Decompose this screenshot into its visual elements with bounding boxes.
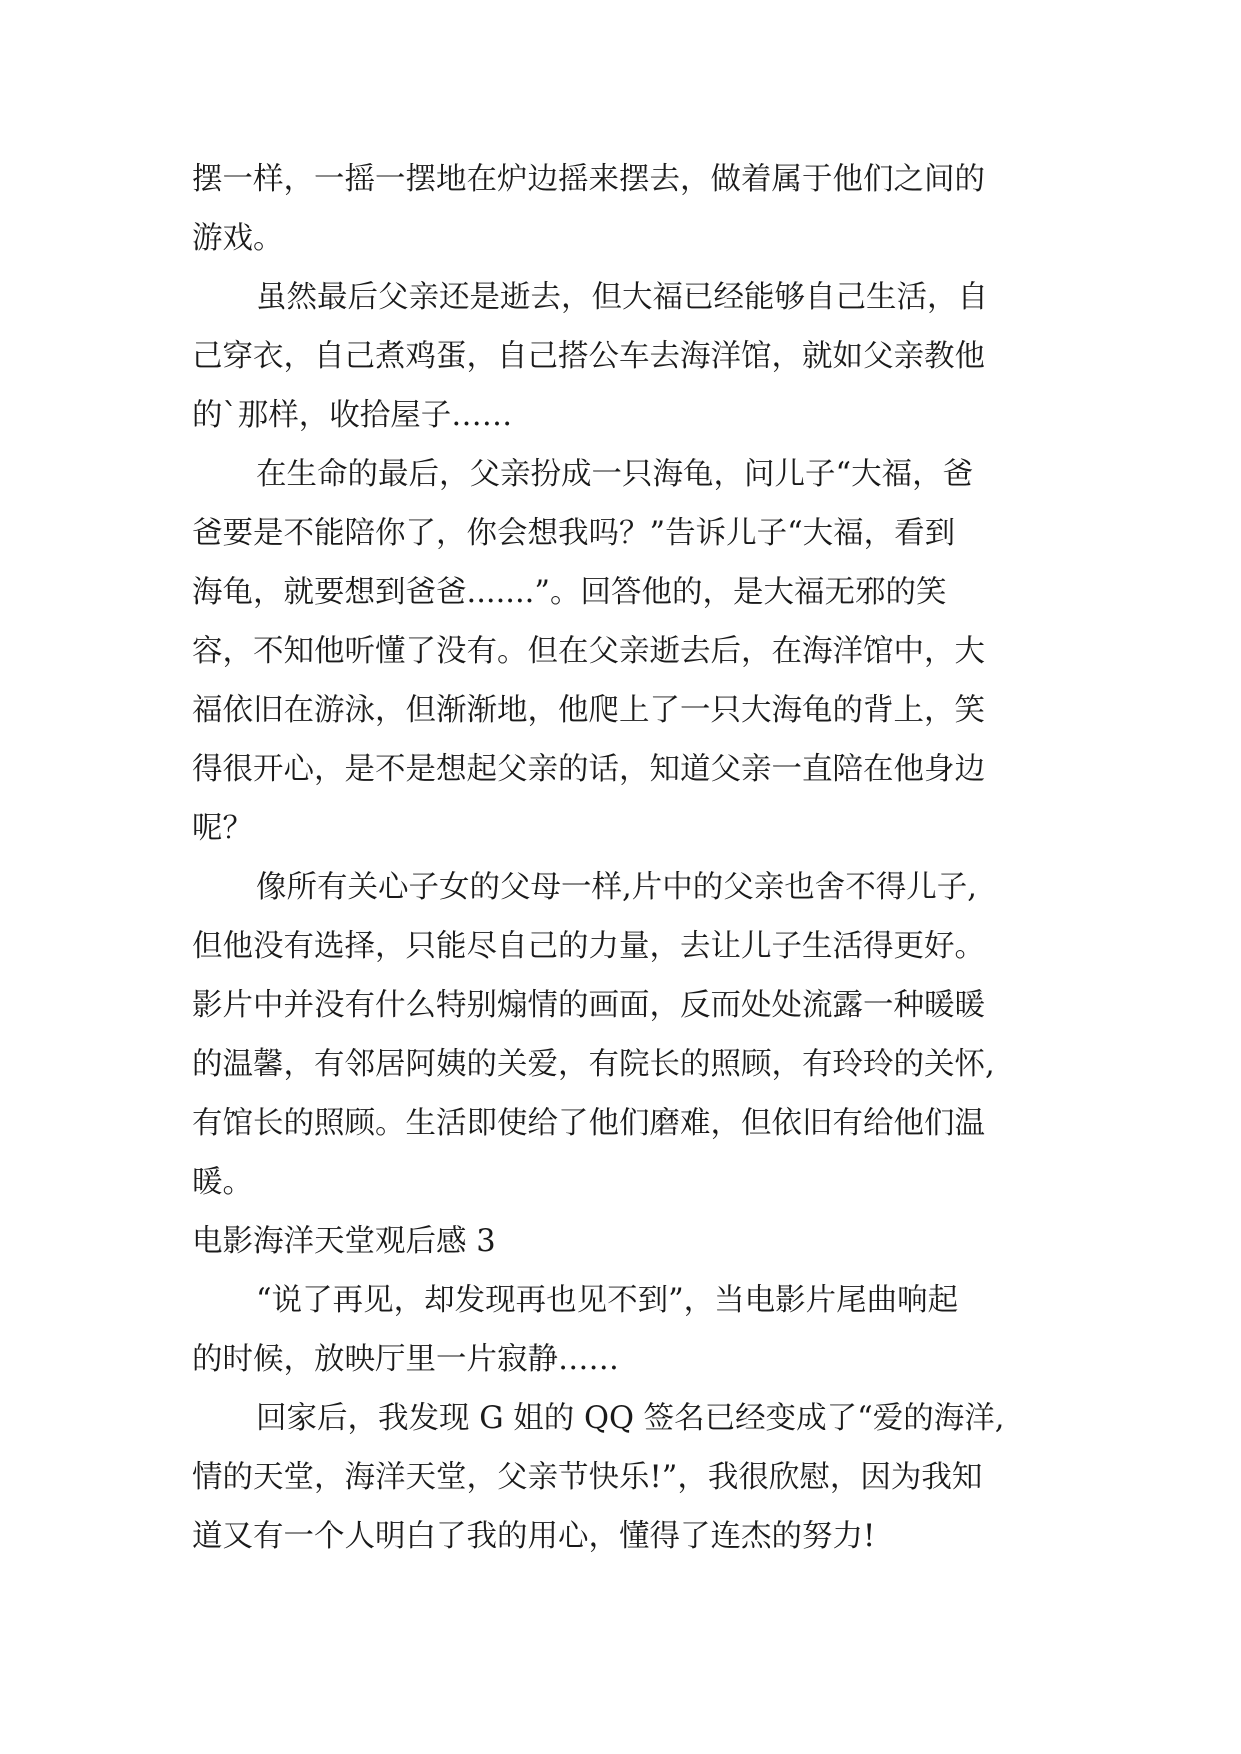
heading-text: 电影海洋天堂观后感 3 — [192, 1224, 496, 1259]
text-line: 得很开心，是不是想起父亲的话，知道父亲一直陪在他身边 — [192, 752, 985, 787]
text-line: 己穿衣，自己煮鸡蛋，自己搭公车去海洋馆，就如父亲教他 — [192, 339, 985, 374]
text-line: 情的天堂，海洋天堂，父亲节快乐!”，我很欣慰，因为我知 — [192, 1460, 983, 1495]
section-heading — [192, 1212, 1072, 1271]
text-line: 虽然最后父亲还是逝去，但大福已经能够自己生活，自 — [256, 280, 988, 315]
text-line: 爸要是不能陪你了，你会想我吗？”告诉儿子“大福，看到 — [192, 516, 956, 551]
text-line: 但他没有选择，只能尽自己的力量，去让儿子生活得更好。 — [192, 929, 985, 964]
paragraph — [192, 268, 1072, 445]
text-line: 的时候，放映厅里一片寂静…… — [192, 1342, 619, 1377]
text-line: 在生命的最后，父亲扮成一只海龟，问儿子“大福，爸 — [256, 457, 974, 492]
paragraph — [192, 1389, 1072, 1566]
text-line: 暖。 — [192, 1165, 253, 1200]
text-line: 影片中并没有什么特别煽情的画面，反而处处流露一种暖暖 — [192, 988, 985, 1023]
text-line: 呢？ — [192, 811, 253, 846]
text-line: “说了再见，却发现再也见不到”，当电影片尾曲响起 — [256, 1283, 959, 1318]
text-line: 道又有一个人明白了我的用心，懂得了连杰的努力! — [192, 1519, 876, 1554]
text-line: 摆一样，一摇一摆地在炉边摇来摆去，做着属于他们之间的 — [192, 162, 985, 197]
text-line: 的`那样，收拾屋子…… — [192, 398, 513, 433]
text-line: 的温馨，有邻居阿姨的关爱，有院长的照顾，有玲玲的关怀, — [192, 1047, 995, 1082]
paragraph — [192, 150, 1072, 268]
text-line: 容，不知他听懂了没有。但在父亲逝去后，在海洋馆中，大 — [192, 634, 985, 669]
text-line: 福依旧在游泳，但渐渐地，他爬上了一只大海龟的背上，笑 — [192, 693, 985, 728]
paragraph — [192, 1271, 1072, 1389]
document-page — [192, 150, 1072, 1566]
paragraph — [192, 858, 1072, 1212]
text-line: 像所有关心子女的父母一样,片中的父亲也舍不得儿子, — [256, 870, 977, 905]
text-line: 游戏。 — [192, 221, 284, 256]
paragraph — [192, 445, 1072, 858]
text-line: 有馆长的照顾。生活即使给了他们磨难，但依旧有给他们温 — [192, 1106, 985, 1141]
text-line: 回家后，我发现 G 姐的 QQ 签名已经变成了“爱的海洋, — [256, 1401, 1005, 1436]
text-line: 海龟，就要想到爸爸.......”。回答他的，是大福无邪的笑 — [192, 575, 947, 610]
